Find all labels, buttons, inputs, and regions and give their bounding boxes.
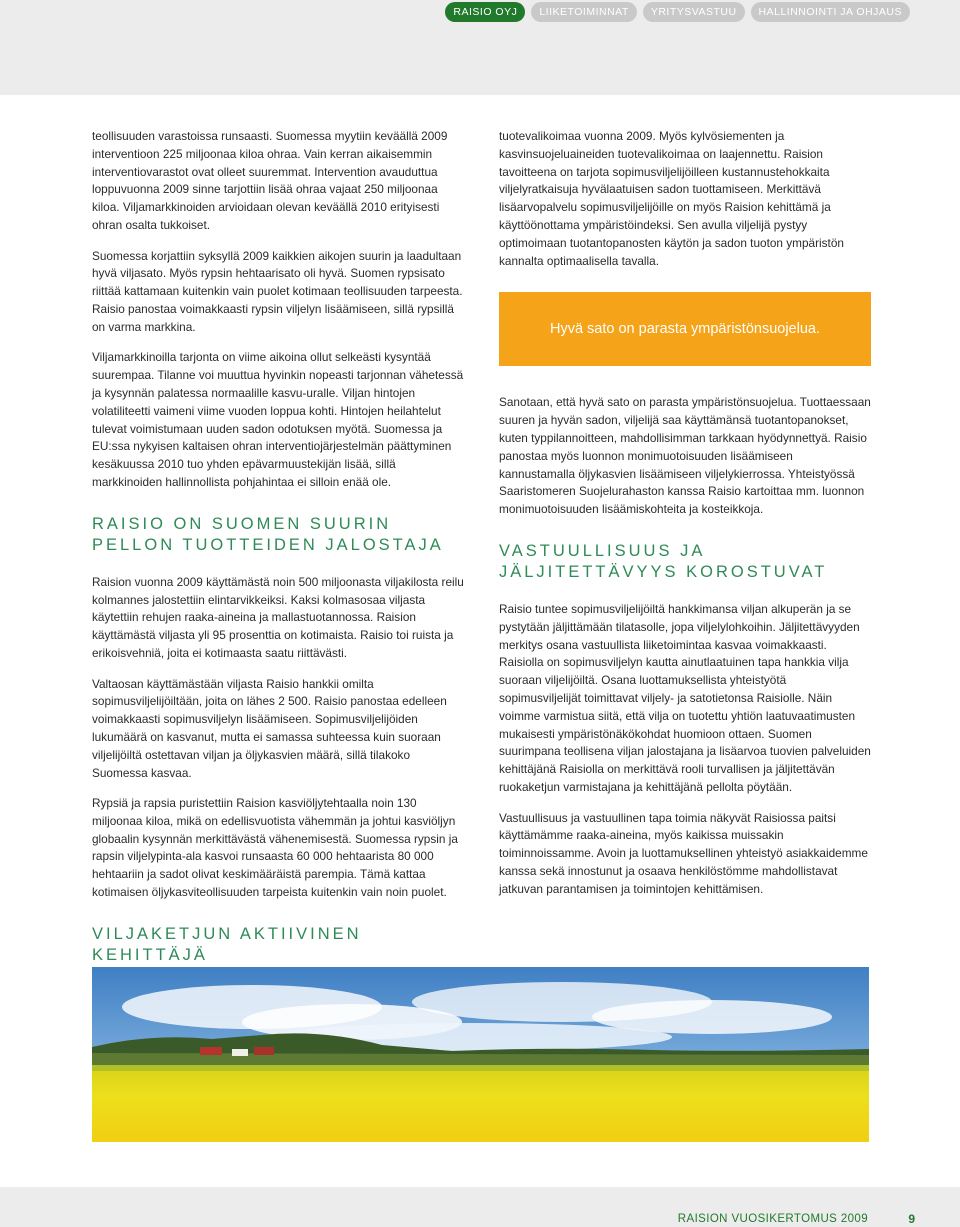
- paragraph: teollisuuden varastoissa runsaasti. Suomessa myytiin keväällä 2009 interventioon 225 miljoonaa kiloa ohraa. Vain kerran aikaisemmin interventiovarastot ovat olleet suuremmat. Intervention avauduttua loppuvuonna 2009 sinne tarjottiin lisää ohraa vajaat 250 miljoonaa kiloa. Viljamarkkinoiden arvioidaan olevan keväällä 2010 erityisesti ohran osalta tukkoiset.: [92, 129, 448, 232]
- paragraph: Valtaosan käyttämästään viljasta Raisio hankkii omilta sopimusviljelijöiltään, joita on lähes 2 500. Raisio panostaa edelleen voimakkaasti sopimusviljelyn lisäämiseen. Sopimusviljelijöiden lukumäärä on kasvanut, mutta ei samassa suhteessa kuin suoraan viljelijöiltä ostettavan viljan ja öljykasvien määrä, sillä tilakoko Suomessa kasvaa.: [92, 676, 447, 780]
- paragraph: Viljamarkkinoilla tarjonta on viime aikoina ollut selkeästi kysyntää suurempaa. Tilanne voi muuttua hyvinkin nopeasti tarjonnan vähetessä ja kysynnän palatessa normaalille kasvu-uralle. Viljan hintojen volatiliteetti vaimeni viime vuoden loppua kohti. Hintojen heilahtelut tulevat voimistumaan uuden sadon odotuksen myötä. Suomessa ja EU:ssa nykyisen kaltaisen ohran interventiojärjestelmän päättyminen kesäkuussa 2010 tuo yhden epävarmuustekijän lisää, sillä markkinoiden hallinnollista pohjahintaa ei silloin enää ole.: [92, 350, 464, 489]
- paragraph: Sanotaan, että hyvä sato on parasta ympäristönsuojelua. Tuottaessaan suuren ja hyvän sadon, viljelijä saa käyttämänsä tuotantopanokset, kuten typpilannoitteen, mahdollisimman tarkkaan hyödynnettyä. Raisio panostaa myös luonnon monimuotoisuuden lisäämiseen kannustamalla öljykasvien lisäämiseen viljelykierrossa. Yhteistyössä Saaristomeren Suojelurahaston kanssa Raisio kartoittaa mm. luonnon monimuotoisuuden lisäämiskohteita ja kosteikkoja.: [499, 395, 871, 517]
- paragraph: Vastuullisuus ja vastuullinen tapa toimia näkyvät Raisiossa paitsi käyttämämme raaka-aineina, myös kaikissa muissakin toiminnoissamme. Avoin ja luottamuksellinen yhteistyö asiakkaidemme kanssa sekä innostunut ja osaava henkilöstömme mahdollistavat jatkuvan parantamisen ja toimintojen kehittämisen.: [499, 810, 868, 896]
- right-column: [499, 128, 871, 911]
- section-heading: VILJAKETJUN AKTIIVINEN KEHITTÄJÄ: [92, 924, 362, 964]
- rapeseed-field-photo: [92, 967, 869, 1142]
- top-bar: [0, 0, 960, 95]
- paragraph: Raisio tuntee sopimusviljelijöiltä hankkimansa viljan alkuperän ja se pystytään jäljittämään tilatasolle, jopa viljelylohkoihin. Jäljitettävyyden merkitys osana vastuullista liiketoimintaa kasvaa voimakkaasti. Raisiolla on sopimusviljelyn kautta ainutlaatuinen tapa hankkia vilja suoraan viljelijöiltä. Osana luottamuksellista yhteistyötä sopimusviljelijät toimittavat viljely- ja satotietonsa Raisiolle. Näin voimme varmistua siitä, että vilja on tuotettu yhtiön laatuvaatimusten mukaisesti ympäristönäkökohdat huomioon ottaen. Suomen suurimpana teollisena viljan jalostajana ja lisäarvoa tuovien palveluiden kehittäjänä Raisiolla on merkittävä rooli turvallisen ja jäljitettävän ruokaketjun varmistajana ja kehittäjänä pellolta pöytään.: [499, 601, 871, 794]
- page-footer: [0, 1187, 960, 1227]
- landscape-illustration: [92, 967, 869, 1142]
- section-heading: RAISIO ON SUOMEN SUURIN PELLON TUOTTEIDEN JALOSTAJA: [92, 514, 444, 554]
- section-heading: VASTUULLISUUS JA JÄLJITETTÄVYYS KOROSTUVAT: [499, 541, 828, 581]
- tab-liiketoiminnat[interactable]: LIIKETOIMINNAT: [531, 2, 636, 22]
- paragraph: Rypsiä ja rapsia puristettiin Raision kasviöljytehtaalla noin 130 miljoonaa kiloa, mikä on edellisvuotista vähemmän ja johtui kasviöljyn globaalin kysynnän merkittävästä vähenemisestä. Suomessa rypsin ja rapsin viljelypinta-ala kasvoi runsaasta 60 000 hehtaarista 80 000 hehtaariin ja sadot olivat keskimääräistä parempia. Tämä kattaa kotimaisen öljykasviteollisuuden tarpeista kuitenkin vain noin puolet.: [92, 796, 458, 900]
- paragraph: Suomessa korjattiin syksyllä 2009 kaikkien aikojen suurin ja laadultaan hyvä viljasato. Myös rypsin hehtaarisato oli hyvä. Suomen rypsisato riittää kattamaan kuitenkin vain puolet kotimaan teollisuuden tarpeesta. Raisio panostaa voimakkaasti rypsin viljelyn lisäämiseen, sillä rypsillä on varma markkina.: [92, 248, 463, 334]
- paragraph: tuotevalikoimaa vuonna 2009. Myös kylvösiementen ja kasvinsuojeluaineiden tuotevalikoimaa on laajennettu. Raision tavoitteena on tarjota sopimusviljelijöilleen kustannustehokkaita viljelyratkaisuja hyvälaatuisen sadon tuottamiseen. Merkittävä lisäarvopalvelu sopimusviljelijöille on myös Raision kehittämä ja käyttöönottama ympäristöindeksi. Sen avulla viljelijä pystyy optimoimaan tuotantopanosten käytön ja sadon tuoton ympäristön kannalta optimaalisella tavalla.: [499, 129, 844, 268]
- section-nav: [445, 2, 910, 22]
- paragraph: Raision vuonna 2009 käyttämästä noin 500 miljoonasta viljakilosta reilu kolmannes jalostettiin elintarvikkeiksi. Kaksi kolmasosaa viljasta käytettiin rehujen raaka-aineina ja mallastuotannossa. Raision käyttämästä viljasta yli 95 prosenttia on kotimaista. Raisio toi ruista ja erikoisvehniä, joita ei kotimaasta saatu riittävästi.: [92, 574, 464, 660]
- tab-hallinnointi-ja-ohjaus[interactable]: HALLINNOINTI JA OHJAUS: [751, 2, 910, 22]
- page-number: 9: [908, 1212, 915, 1226]
- tab-raisio-oyj[interactable]: RAISIO OYJ: [445, 2, 525, 22]
- tab-yritysvastuu[interactable]: YRITYSVASTUU: [643, 2, 745, 22]
- report-title: RAISION VUOSIKERTOMUS 2009: [677, 1213, 868, 1225]
- pull-quote: Hyvä sato on parasta ympäristönsuojelua.: [499, 292, 871, 366]
- left-column: [92, 128, 464, 1032]
